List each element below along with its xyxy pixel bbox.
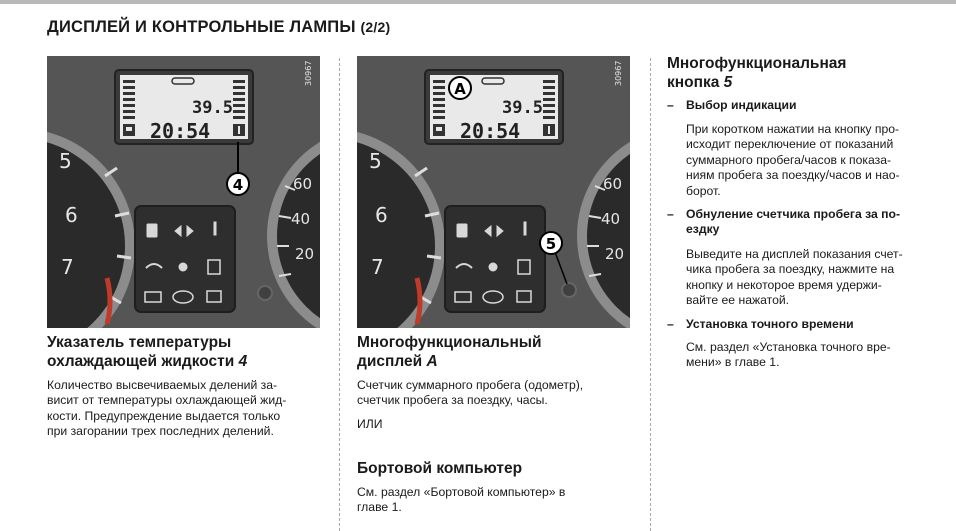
coolant-heading-line2: охлаждающей жидкости [47,353,235,370]
coolant-description-line: кости. Предупреждение выдается только [47,408,281,423]
speed-label-20: 20 [295,245,315,263]
coolant-description [47,378,322,440]
speed-label-40: 40 [291,210,311,228]
fuel-lamp-icon [147,224,157,237]
fuel-lamp-icon [457,224,467,237]
item-title-line: ездку [686,222,720,237]
display-heading-line2: дисплей [357,353,423,370]
coolant-description-line: при загорании трех последних делений. [47,424,274,439]
item-title-line: Обнуление счетчика пробега за по- [686,207,901,221]
item-text-line: борот. [686,183,721,198]
button-heading [667,54,846,92]
dashboard-illustration-1 [47,56,320,328]
rpm-label-7: 7 [61,255,74,279]
item-display-selection-text [686,122,940,199]
rpm-label-7: 7 [371,255,384,279]
display-odometer: 39.5 [192,98,233,118]
item-text-line: суммарного пробега/часов к показа- [686,152,892,167]
button-heading-line1: Многофункциональная [667,55,847,72]
item-text-line: мени» в главе 1. [686,355,780,370]
item-text-line: чика пробега за поездку, нажмите на [686,262,895,277]
trip-computer-description-line: См. раздел «Бортовой компьютер» в [357,485,566,499]
display-description [357,378,637,409]
figure-multifunction-display [357,56,630,328]
speed-label-40: 40 [601,210,621,228]
item-time-setting-title: – Установка точного времени [686,317,854,332]
or-text: ИЛИ [357,417,383,431]
figure-code: 30967 [304,60,313,86]
coolant-description-line: висит от температуры охлаждающей жид- [47,393,287,408]
item-text-line: См. раздел «Установка точного вре- [686,340,891,354]
item-time-setting-text [686,340,940,371]
coolant-heading-line1: Указатель температуры [47,334,232,351]
callout-label-5: 5 [545,235,557,253]
item-text-line: вайте ее нажатой. [686,293,790,308]
rpm-label-5: 5 [59,149,72,173]
item-text-line: ниям пробега за поездку/часов и нао- [686,168,900,183]
rpm-label-6: 6 [375,203,388,227]
coolant-description-line: Количество высвечиваемых делений за- [47,378,278,392]
figure-code: 30967 [614,60,623,86]
warning-lamps-panel [135,206,235,312]
display-heading [357,333,542,371]
display-heading-letter: A [426,353,438,370]
rpm-label-6: 6 [65,203,78,227]
trip-computer-description [357,485,632,516]
button-heading-number: 5 [723,74,733,91]
multifunction-button [562,283,576,297]
item-text-line: кнопку и некоторое время удержи- [686,277,882,292]
top-border [0,0,956,4]
speed-label-60: 60 [603,175,623,193]
display-heading-line1: Многофункциональный [357,334,542,351]
column-divider-1 [339,58,340,531]
center-dot-icon [489,263,497,271]
column-divider-2 [650,58,651,531]
display-description-line: Счетчик суммарного пробега (одометр), [357,378,584,392]
figure-coolant-gauge [47,56,320,328]
display-clock: 20:54 [460,119,521,143]
speed-label-20: 20 [605,245,625,263]
coolant-heading-number: 4 [238,353,248,370]
button-heading-line2: кнопка [667,74,720,91]
coolant-heading [47,333,247,371]
display-odometer: 39.5 [502,98,543,118]
trip-computer-heading: Бортовой компьютер [357,460,523,477]
callout-label-a: A [454,80,466,98]
speed-label-60: 60 [293,175,313,193]
item-text-line: Выведите на дисплей показания счет- [686,247,903,261]
item-trip-reset-title [686,207,940,238]
warning-lamps-panel [445,206,545,312]
page-number: (2/2) [360,19,391,35]
display-clock: 20:54 [150,119,211,143]
trip-computer-description-line: главе 1. [357,500,402,515]
callout-label-4: 4 [232,176,244,194]
coolant-lamp-icon [524,222,526,235]
rpm-label-5: 5 [369,149,382,173]
dashboard-illustration-2 [357,56,630,328]
page-title [47,18,390,37]
display-description-line: счетчик пробега за поездку, часы. [357,393,548,408]
item-text-line: исходит переключение от показаний [686,137,894,152]
item-trip-reset-text [686,247,940,309]
page-title-text: ДИСПЛЕЙ И КОНТРОЛЬНЫЕ ЛАМПЫ [47,18,356,36]
item-text-line: При коротком нажатии на кнопку про- [686,122,900,136]
center-dot-icon [179,263,187,271]
coolant-lamp-icon [214,222,216,235]
item-display-selection-title: – Выбор индикации [686,98,796,113]
